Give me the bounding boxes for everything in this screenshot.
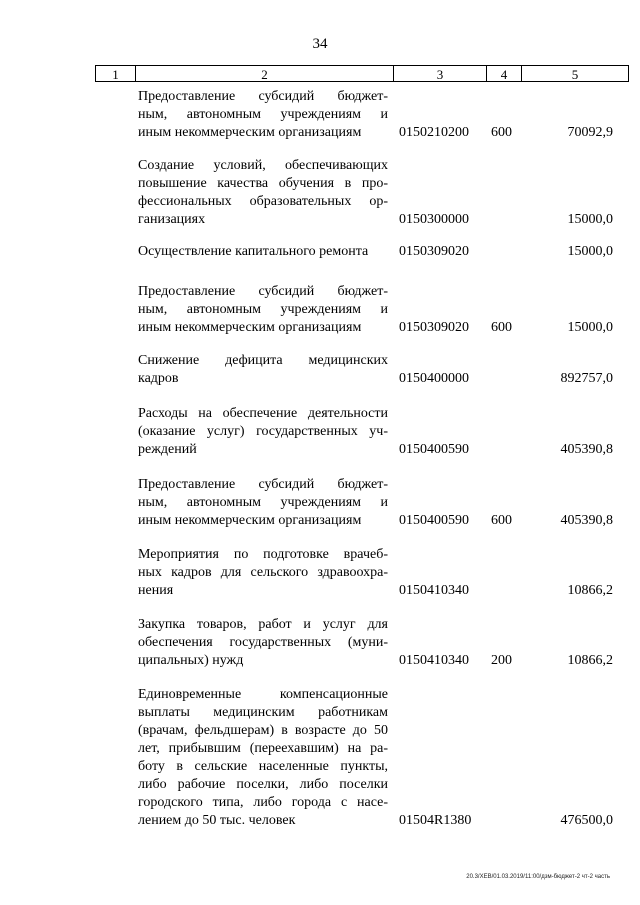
row-description-line: (оказание услуг) государственных уч- [138,424,388,439]
row-description-line: ганизациях [138,212,206,227]
table-header [95,65,629,82]
header-col-1: 1 [96,66,136,81]
row-description-line: боту в сельские населенные пункты, [138,759,388,774]
footer-stamp: 20.3/ХЕВ/01.03.2019/11:00/дзм-бюджет-2 чт-2 часть [466,874,610,880]
row-description [138,88,388,142]
row-code: 0150210200 [399,125,469,140]
row-amount: 15000,0 [567,244,613,259]
row-description [138,476,388,530]
row-description-line: кадров [138,371,179,386]
row-expense-type: 600 [491,320,512,335]
page-number: 34 [312,36,328,52]
row-description-line: Предоставление субсидий бюджет- [138,89,388,104]
row-description-line: ным, автономным учреждениям и [138,302,388,317]
row-description-line: Закупка товаров, работ и услуг для [138,617,388,632]
row-description-line: иным некоммерческим организациям [138,320,362,335]
row-description-line: Мероприятия по подготовке врачеб- [138,547,388,562]
row-code: 0150410340 [399,583,469,598]
header-col-4: 4 [487,66,522,81]
row-description-line: повышение качества обучения в про- [138,176,388,191]
row-description-line: Снижение дефицита медицинских [138,353,388,368]
row-description [138,157,388,229]
row-description-line: ных кадров для сельского здравоохра- [138,565,388,580]
row-description [138,616,388,670]
row-amount: 405390,8 [560,442,613,457]
row-description-line: ным, автономным учреждениям и [138,107,388,122]
row-expense-type: 600 [491,125,512,140]
row-amount: 10866,2 [567,653,613,668]
header-col-5: 5 [571,67,579,82]
row-amount: 892757,0 [560,371,613,386]
header-col-3: 3 [394,66,487,81]
row-description [138,546,388,600]
row-expense-type: 200 [491,653,512,668]
row-description-line: нения [138,583,174,598]
row-description-line: выплаты медицинским работникам [138,705,388,720]
row-description [138,686,388,830]
row-description-line: Предоставление субсидий бюджет- [138,477,388,492]
row-amount: 70092,9 [567,125,613,140]
row-description [138,243,388,261]
row-description-line: лением до 50 тыс. человек [138,813,296,828]
row-description [138,283,388,337]
row-description-line: иным некоммерческим организациям [138,125,362,140]
row-code: 0150400590 [399,513,469,528]
row-code: 01504R1380 [399,813,472,828]
row-description-line: реждений [138,442,197,457]
row-amount: 15000,0 [567,320,613,335]
row-description-line: (врачам, фельдшерам) в возрасте до 50 [138,723,388,738]
row-description-line: городского типа, либо города с насе- [138,795,388,810]
row-code: 0150309020 [399,244,469,259]
row-description-line: Создание условий, обеспечивающих [138,158,388,173]
row-code: 0150400590 [399,442,469,457]
row-description-line: либо рабочие поселки, либо поселки [138,777,388,792]
row-description-line: обеспечения государственных (муни- [138,635,388,650]
row-amount: 405390,8 [560,513,613,528]
row-description-line: Единовременные компенсационные [138,687,388,702]
row-description [138,352,388,388]
row-amount: 476500,0 [560,813,613,828]
row-description-line: ным, автономным учреждениям и [138,495,388,510]
row-description-line: Осуществление капитального ремонта [138,244,369,259]
row-description-line: Предоставление субсидий бюджет- [138,284,388,299]
row-description [138,405,388,459]
row-code: 0150410340 [399,653,469,668]
row-amount: 10866,2 [567,583,613,598]
row-description-line: фессиональных образовательных ор- [138,194,388,209]
row-code: 0150309020 [399,320,469,335]
row-description-line: ципальных) нужд [138,653,244,668]
row-code: 0150300000 [399,212,469,227]
row-description-line: лет, прибывшим (переехавшим) на ра- [138,741,388,756]
row-amount: 15000,0 [567,212,613,227]
row-description-line: иным некоммерческим организациям [138,513,362,528]
row-expense-type: 600 [491,513,512,528]
row-code: 0150400000 [399,371,469,386]
header-col-2: 2 [136,66,394,81]
row-description-line: Расходы на обеспечение деятельности [138,406,388,421]
